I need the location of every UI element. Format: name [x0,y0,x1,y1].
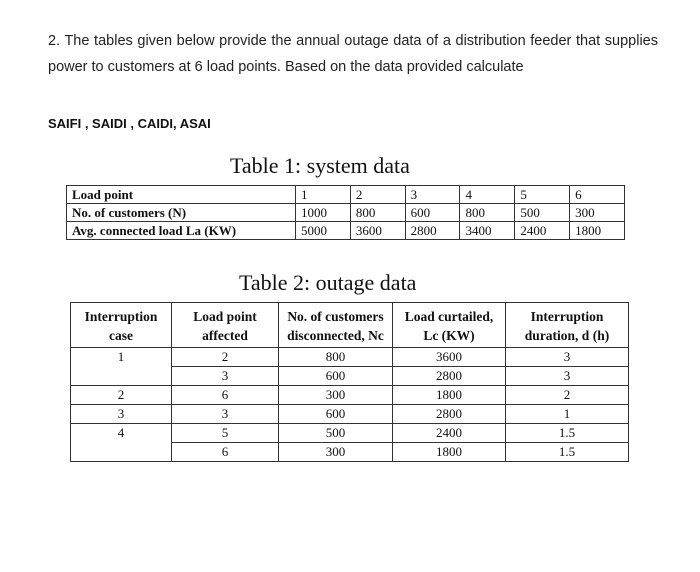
cell-load-point: 5 [172,424,279,443]
question-text: 2. The tables given below provide the annual outage data of a distribution feeder that supplies power to customers at 6 load points. Based on the data provided calculate [48,33,658,75]
cell-customers: 300 [279,443,393,462]
row-label: No. of customers (N) [67,204,296,222]
cell-duration: 1.5 [506,424,629,443]
outage-data-table [70,302,629,462]
cell: 1000 [296,204,351,222]
cell-case: 3 [71,405,172,424]
cell-customers: 500 [279,424,393,443]
cell-customers: 300 [279,386,393,405]
cell: 600 [405,204,460,222]
header-row [71,303,629,348]
table-row [67,186,625,204]
table-row [71,386,629,405]
cell-load-point: 6 [172,386,279,405]
cell: 3400 [460,222,515,240]
system-data-table [66,185,625,240]
cell-load-point: 2 [172,348,279,367]
cell: 500 [515,204,570,222]
cell: 800 [460,204,515,222]
cell: 1800 [570,222,625,240]
cell: 5000 [296,222,351,240]
cell-duration: 2 [506,386,629,405]
table1-caption: Table 1: system data [230,153,410,178]
cell: 2400 [515,222,570,240]
question-ask: SAIFI , SAIDI , CAIDI, ASAI [48,116,211,131]
table-row [71,367,629,386]
cell-customers: 600 [279,405,393,424]
cell-load-point: 3 [172,367,279,386]
cell-load: 2800 [393,405,506,424]
cell-load: 3600 [393,348,506,367]
table-row [71,405,629,424]
cell-case [71,443,172,462]
cell-case: 4 [71,424,172,443]
cell: 6 [570,186,625,204]
cell-load: 2800 [393,367,506,386]
row-label: Avg. connected load La (KW) [67,222,296,240]
cell-duration: 3 [506,367,629,386]
table-row [67,204,625,222]
cell: 300 [570,204,625,222]
cell-load: 1800 [393,443,506,462]
cell: 2 [350,186,405,204]
cell: 800 [350,204,405,222]
row-label: Load point [67,186,296,204]
table2-caption: Table 2: outage data [239,270,417,295]
cell-duration: 3 [506,348,629,367]
table-row [71,424,629,443]
cell-load-point: 6 [172,443,279,462]
cell: 2800 [405,222,460,240]
cell-duration: 1 [506,405,629,424]
cell-load: 1800 [393,386,506,405]
cell-load-point: 3 [172,405,279,424]
cell-customers: 600 [279,367,393,386]
cell: 3 [405,186,460,204]
cell: 1 [296,186,351,204]
header-load-curtailed: Load curtailed, Lc (KW) [393,303,506,348]
cell: 5 [515,186,570,204]
table-row [67,222,625,240]
cell-load: 2400 [393,424,506,443]
cell-case: 2 [71,386,172,405]
cell-duration: 1.5 [506,443,629,462]
cell-case [71,367,172,386]
header-customers: No. of customers disconnected, Nc [279,303,393,348]
cell-customers: 800 [279,348,393,367]
table-row [71,443,629,462]
cell: 4 [460,186,515,204]
cell-case: 1 [71,348,172,367]
table-row [71,348,629,367]
header-duration: Interruption duration, d (h) [506,303,629,348]
header-load-point: Load point affected [172,303,279,348]
cell: 3600 [350,222,405,240]
header-interruption-case: Interruption case [71,303,172,348]
